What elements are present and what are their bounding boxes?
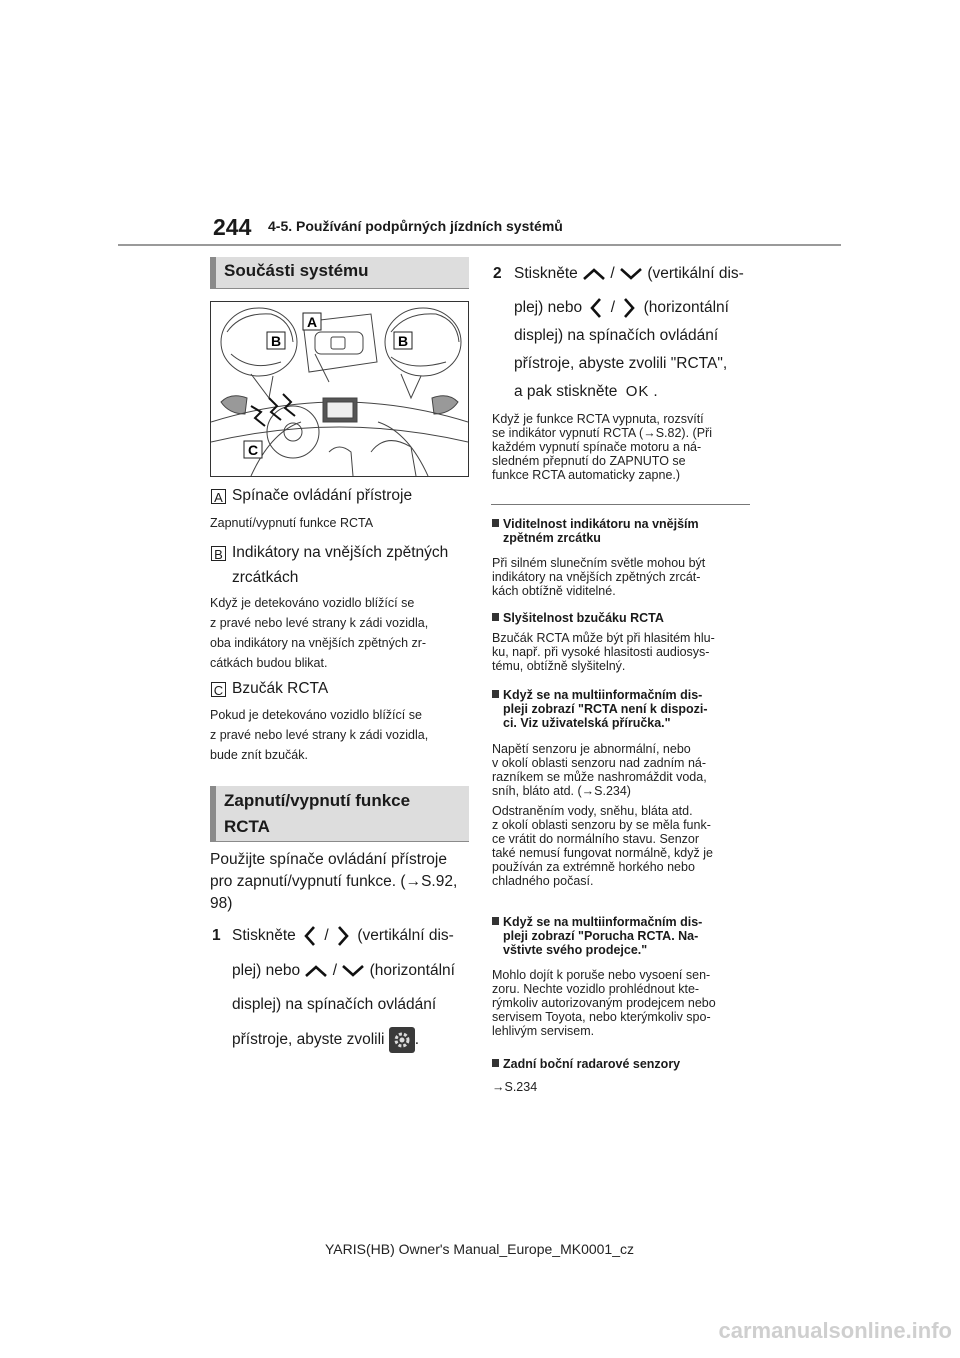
svg-text:B: B (270, 333, 282, 349)
heading-underline (210, 288, 469, 289)
item-label-c: C (211, 682, 226, 697)
item-c-desc-line: bude znít bzučák. (210, 748, 308, 762)
note-line: razníkem se může nashromáždit voda, (492, 770, 707, 784)
item-b-desc-line: cátkách budou blikat. (210, 656, 328, 670)
chevron-left-icon (300, 925, 320, 947)
step2-line3: displej) na spínačích ovládání (514, 327, 719, 344)
step2-number (493, 263, 502, 285)
step2-line1 (514, 263, 744, 285)
chevron-right-icon (333, 925, 353, 947)
figure-label-c (244, 441, 262, 458)
bullet-square-icon (492, 1059, 499, 1067)
item-b-title-cont: zrcátkách (232, 569, 299, 586)
note-line: v okolí oblasti senzoru nad zadním ná- (492, 756, 707, 770)
step2-text: Stiskněte (514, 265, 578, 282)
note-heading-mirror-visibility (492, 517, 699, 545)
note-text-not-available (492, 742, 713, 888)
heading-underline (210, 841, 469, 842)
note-heading-line: pleji zobrazí "Porucha RCTA. Na- (503, 929, 699, 943)
note-line: sníh, bláto atd. (→S.234) (492, 784, 631, 798)
chevron-left-icon (586, 297, 606, 319)
footer-manual-id: YARIS(HB) Owner's Manual_Europe_MK0001_cz (325, 1241, 634, 1257)
toggle-heading (210, 786, 469, 841)
note-text-buzzer-audibility (492, 631, 715, 673)
note-line: indikátory na vnějších zpětných zrcát- (492, 570, 701, 584)
intro-line: Použijte spínače ovládání přístroje (210, 851, 447, 868)
step1-line3: displej) na spínačích ovládání (232, 996, 437, 1013)
rcta-off-note (492, 412, 712, 482)
note-line: servisem Toyota, nebo kterýmkoliv spo- (492, 1010, 711, 1024)
note-heading-malfunction (492, 915, 702, 957)
note-line: Mohlo dojít k poruše nebo vysoení sen- (492, 968, 711, 982)
svg-text:A: A (306, 314, 318, 330)
step1-text: přístroje, abyste zvolili (232, 1031, 385, 1049)
note-heading-line: Zadní boční radarové senzory (503, 1057, 681, 1071)
note-heading-line: Když se na multiinformačním dis- (503, 688, 703, 702)
figure-label-b-right (394, 332, 412, 349)
note-heading-line: Slyšitelnost bzučáku RCTA (503, 611, 664, 625)
dashboard-illustration (210, 301, 469, 477)
note-heading-line: Viditelnost indikátoru na vnějším (503, 517, 699, 531)
note-line: Napětí senzoru je abnormální, nebo (492, 742, 691, 756)
item-b-desc-line: Když je detekováno vozidlo blížící se (210, 596, 415, 610)
bullet-square-icon (492, 690, 499, 698)
note-line: chladného počasí. (492, 874, 594, 888)
item-c-desc-line: Pokud je detekováno vozidlo blížící se (210, 708, 422, 722)
watermark: carmanualsonline.info (718, 1318, 952, 1343)
note-line: z okolí oblasti senzoru by se měla funk- (492, 818, 711, 832)
step2-text: a pak stiskněte (514, 383, 618, 400)
step1-number (212, 925, 221, 947)
note-line: každém vypnutí spínače motoru a ná- (492, 440, 702, 454)
components-heading-text: Součásti systému (224, 261, 369, 280)
note-heading-line: ci. Viz uživatelská příručka." (503, 716, 671, 730)
step2-text: (horizontální (643, 299, 729, 317)
note-line: rýmkoliv autorizovaným prodejcem nebo (492, 996, 716, 1010)
item-b-desc-line: oba indikátory na vnějších zpětných zr- (210, 636, 427, 650)
header-divider (118, 244, 841, 246)
note-text-radar-sensors (492, 1080, 537, 1094)
intro-line: 98) (210, 895, 233, 912)
note-heading-radar-sensors (492, 1057, 680, 1071)
chevron-down-icon (619, 266, 643, 282)
item-b-title: Indikátory na vnějších zpětných (232, 544, 449, 561)
note-line: se indikátor vypnutí RCTA (→S.82). (Při (492, 426, 712, 440)
step1-num: 1 (212, 927, 221, 944)
bullet-square-icon (492, 613, 499, 621)
note-line: zoru. Nechte vozidlo prohlédnout kte- (492, 982, 700, 996)
step2-line4: přístroje, abyste zvolili "RCTA", (514, 355, 728, 372)
step1-separator: / (324, 927, 329, 945)
note-line: Při silném slunečním světle mohou být (492, 556, 706, 570)
item-b-desc-line: z pravé nebo levé strany k zádi vozidla, (210, 616, 429, 630)
chevron-down-icon (341, 963, 365, 979)
page-number: 244 (213, 214, 252, 240)
section-title: 4-5. Používání podpůrných jízdních systémů (268, 218, 563, 234)
step2-separator: / (610, 299, 616, 317)
step2-text: . (653, 383, 658, 400)
step1-separator: / (332, 962, 338, 979)
step2-num: 2 (493, 265, 502, 282)
step1-line2 (232, 960, 455, 982)
note-line: kách obtížně viditelné. (492, 584, 616, 598)
step2-text: plej) nebo (514, 299, 583, 317)
item-b-desc (210, 593, 428, 673)
notes-divider (491, 504, 750, 505)
ok-icon: OK (625, 383, 650, 400)
toggle-heading-line: RCTA (224, 817, 270, 836)
item-c-title: Bzučák RCTA (232, 680, 329, 697)
note-heading-line: Když se na multiinformačním dis- (503, 915, 703, 929)
svg-text:C: C (247, 442, 259, 458)
step1-text: (vertikální dis- (357, 927, 454, 945)
note-heading-not-available (492, 688, 708, 730)
note-heading-buzzer-audibility (492, 611, 664, 625)
step1-line4 (232, 1027, 419, 1053)
item-a-desc (210, 513, 373, 533)
bullet-square-icon (492, 917, 499, 925)
note-line: tému, obtížně slyšitelný. (492, 659, 626, 673)
note-line: používán za extrémně horkého nebo (492, 860, 695, 874)
intro-paragraph (210, 849, 457, 915)
item-a-desc-line: Zapnutí/vypnutí funkce RCTA (210, 516, 374, 530)
svg-text:B: B (397, 333, 409, 349)
step2-text: (vertikální dis- (647, 265, 744, 282)
note-line: Když je funkce RCTA vypnuta, rozsvítí (492, 412, 704, 426)
intro-line: pro zapnutí/vypnutí funkce. (→S.92, (210, 873, 458, 890)
step1-text: (horizontální (369, 962, 455, 979)
bullet-square-icon (492, 519, 499, 527)
note-line: ce vrátit do normálního stavu. Senzor (492, 832, 700, 846)
note-text-mirror-visibility (492, 556, 705, 598)
note-line: Odstraněním vody, sněhu, bláta atd. (492, 804, 693, 818)
note-heading-line: pleji zobrazí "RCTA není k dispozi- (503, 702, 708, 716)
chevron-right-icon (619, 297, 639, 319)
chevron-up-icon (582, 266, 606, 282)
note-line: lehlivým servisem. (492, 1024, 595, 1038)
note-text-malfunction (492, 968, 716, 1038)
step2-line5 (514, 381, 658, 403)
note-heading-line: vštivte svého prodejce." (503, 943, 648, 957)
components-heading (210, 257, 469, 288)
step1-line1 (232, 925, 454, 947)
note-line: také nemusí fungovat normálně, když je (492, 846, 713, 860)
dashboard-drawing (211, 302, 468, 476)
step2-line2 (514, 297, 729, 319)
note-line: ku, např. při vysoké hlasitosti audiosys- (492, 645, 710, 659)
step1-text: plej) nebo (232, 962, 301, 979)
note-heading-line: zpětném zrcátku (503, 531, 601, 545)
gear-icon (389, 1027, 415, 1053)
step1-text: Stiskněte (232, 927, 296, 945)
step2-separator: / (610, 265, 615, 282)
note-line: funkce RCTA automaticky zapne.) (492, 468, 681, 482)
chevron-up-icon (304, 963, 328, 979)
toggle-heading-line: Zapnutí/vypnutí funkce (224, 791, 411, 810)
item-label-a: A (211, 489, 226, 504)
note-line: sledném přepnutí do ZAPNUTO se (492, 454, 686, 468)
note-line: Bzučák RCTA může být při hlasitém hlu- (492, 631, 715, 645)
item-c-desc (210, 705, 428, 765)
figure-label-a (303, 313, 321, 330)
page-reference-link[interactable]: →S.234 (492, 1080, 538, 1094)
item-label-b: B (211, 546, 226, 561)
item-a-title: Spínače ovládání přístroje (232, 487, 413, 504)
figure-label-b-left (267, 332, 285, 349)
step1-text: . (414, 1031, 420, 1049)
item-c-desc-line: z pravé nebo levé strany k zádi vozidla, (210, 728, 429, 742)
